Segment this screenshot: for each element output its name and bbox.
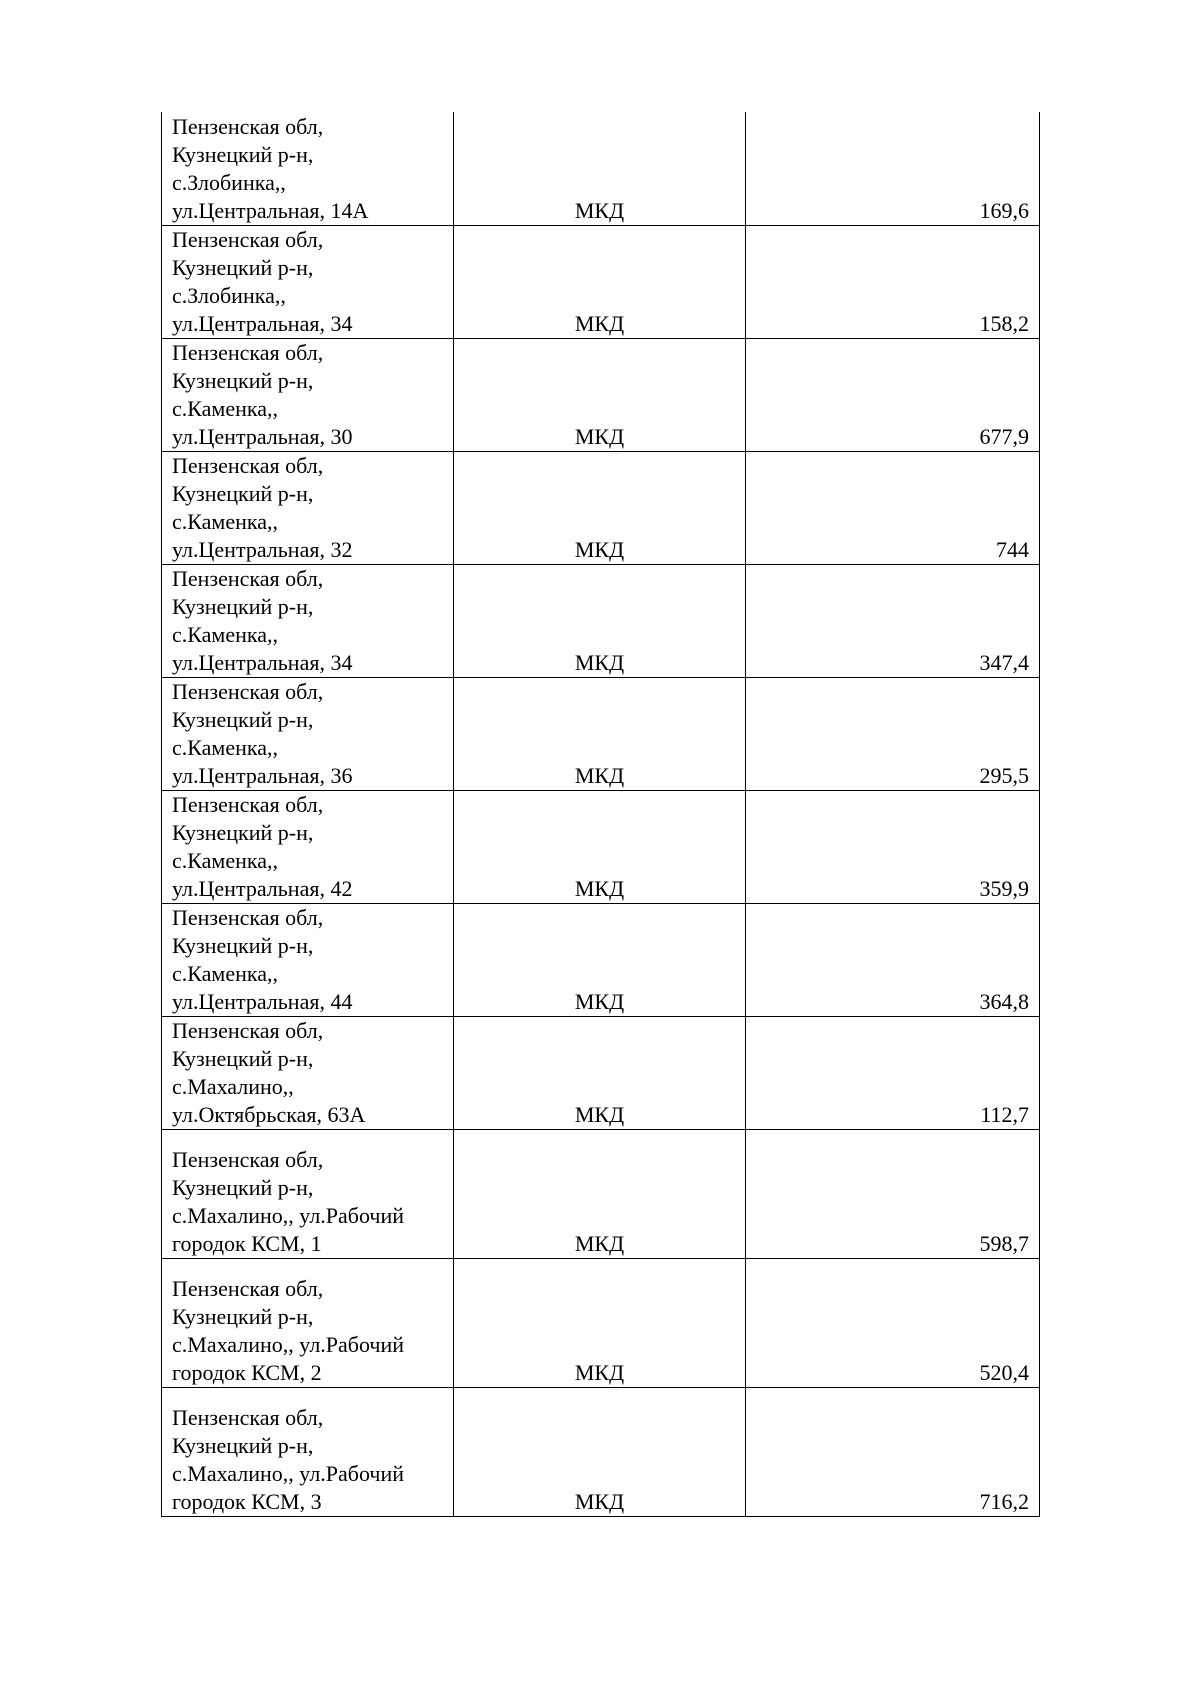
building-type-cell: МКД <box>454 790 746 903</box>
address-line: с.Махалино,, ул.Рабочий <box>172 1202 405 1228</box>
address-line: Пензенская обл, <box>172 226 324 252</box>
building-type-cell: МКД <box>454 677 746 790</box>
address-line: Пензенская обл, <box>172 452 324 478</box>
address-line: Кузнецкий р-н, <box>172 254 314 280</box>
table-row <box>162 790 1040 903</box>
address-line: Пензенская обл, <box>172 904 324 930</box>
address-line: Кузнецкий р-н, <box>172 1303 314 1329</box>
area-cell: 744 <box>746 451 1040 564</box>
table-row <box>162 225 1040 338</box>
area-cell: 158,2 <box>746 225 1040 338</box>
address-line: ул.Центральная, 14А <box>172 197 369 223</box>
area-cell: 677,9 <box>746 338 1040 451</box>
building-type-cell: МКД <box>454 564 746 677</box>
address-line: городок КСМ, 1 <box>172 1230 322 1256</box>
area-cell: 520,4 <box>746 1258 1040 1387</box>
address-line: с.Каменка,, <box>172 508 278 534</box>
address-cell <box>162 1258 454 1387</box>
address-line: с.Махалино,, <box>172 1073 294 1099</box>
building-type-cell: МКД <box>454 903 746 1016</box>
table-row <box>162 903 1040 1016</box>
address-line: с.Каменка,, <box>172 395 278 421</box>
address-cell <box>162 338 454 451</box>
area-cell: 295,5 <box>746 677 1040 790</box>
address-line: Пензенская обл, <box>172 565 324 591</box>
address-line: ул.Центральная, 42 <box>172 875 353 901</box>
address-line: Кузнецкий р-н, <box>172 706 314 732</box>
address-cell <box>162 1129 454 1258</box>
building-type-cell: МКД <box>454 451 746 564</box>
building-type-cell: МКД <box>454 1258 746 1387</box>
table-body <box>162 112 1040 1516</box>
address-line: Пензенская обл, <box>172 113 324 139</box>
address-line: с.Махалино,, ул.Рабочий <box>172 1460 405 1486</box>
address-line: с.Каменка,, <box>172 621 278 647</box>
address-line: ул.Центральная, 32 <box>172 536 353 562</box>
table-row <box>162 1129 1040 1258</box>
address-line: ул.Октябрьская, 63А <box>172 1101 366 1127</box>
address-line: Пензенская обл, <box>172 1017 324 1043</box>
building-type-cell: МКД <box>454 112 746 225</box>
table-row <box>162 677 1040 790</box>
address-line: ул.Центральная, 36 <box>172 762 353 788</box>
address-line: с.Каменка,, <box>172 960 278 986</box>
address-line: Кузнецкий р-н, <box>172 1174 314 1200</box>
address-cell <box>162 225 454 338</box>
table-row <box>162 451 1040 564</box>
address-line: с.Каменка,, <box>172 734 278 760</box>
address-line: Пензенская обл, <box>172 1275 324 1301</box>
area-cell: 169,6 <box>746 112 1040 225</box>
address-cell <box>162 564 454 677</box>
table-row <box>162 564 1040 677</box>
address-line: с.Махалино,, ул.Рабочий <box>172 1331 405 1357</box>
address-line: городок КСМ, 3 <box>172 1488 322 1514</box>
address-cell <box>162 790 454 903</box>
building-type-cell: МКД <box>454 225 746 338</box>
address-cell <box>162 903 454 1016</box>
address-line: Кузнецкий р-н, <box>172 141 314 167</box>
address-line: Кузнецкий р-н, <box>172 819 314 845</box>
housing-table <box>161 112 1040 1517</box>
address-line: Кузнецкий р-н, <box>172 480 314 506</box>
address-cell <box>162 1387 454 1516</box>
building-type-cell: МКД <box>454 1387 746 1516</box>
area-cell: 347,4 <box>746 564 1040 677</box>
table-row <box>162 1016 1040 1129</box>
address-line: городок КСМ, 2 <box>172 1359 322 1385</box>
table-row <box>162 338 1040 451</box>
address-cell <box>162 1016 454 1129</box>
address-cell <box>162 112 454 225</box>
table-row <box>162 112 1040 225</box>
address-line: с.Злобинка,, <box>172 282 286 308</box>
address-line: Пензенская обл, <box>172 1146 324 1172</box>
area-cell: 598,7 <box>746 1129 1040 1258</box>
address-line: Кузнецкий р-н, <box>172 1045 314 1071</box>
address-line: Пензенская обл, <box>172 339 324 365</box>
address-line: с.Злобинка,, <box>172 169 286 195</box>
address-line: ул.Центральная, 44 <box>172 988 353 1014</box>
address-line: Кузнецкий р-н, <box>172 1432 314 1458</box>
address-line: ул.Центральная, 34 <box>172 649 353 675</box>
building-type-cell: МКД <box>454 1016 746 1129</box>
area-cell: 359,9 <box>746 790 1040 903</box>
area-cell: 716,2 <box>746 1387 1040 1516</box>
address-line: Пензенская обл, <box>172 678 324 704</box>
address-line: Пензенская обл, <box>172 1404 324 1430</box>
address-line: Пензенская обл, <box>172 791 324 817</box>
area-cell: 364,8 <box>746 903 1040 1016</box>
building-type-cell: МКД <box>454 338 746 451</box>
table-row <box>162 1387 1040 1516</box>
address-line: Кузнецкий р-н, <box>172 367 314 393</box>
area-cell: 112,7 <box>746 1016 1040 1129</box>
address-line: Кузнецкий р-н, <box>172 593 314 619</box>
table-row <box>162 1258 1040 1387</box>
address-cell <box>162 677 454 790</box>
building-type-cell: МКД <box>454 1129 746 1258</box>
address-line: с.Каменка,, <box>172 847 278 873</box>
address-line: ул.Центральная, 34 <box>172 310 353 336</box>
address-cell <box>162 451 454 564</box>
address-line: ул.Центральная, 30 <box>172 423 353 449</box>
address-line: Кузнецкий р-н, <box>172 932 314 958</box>
